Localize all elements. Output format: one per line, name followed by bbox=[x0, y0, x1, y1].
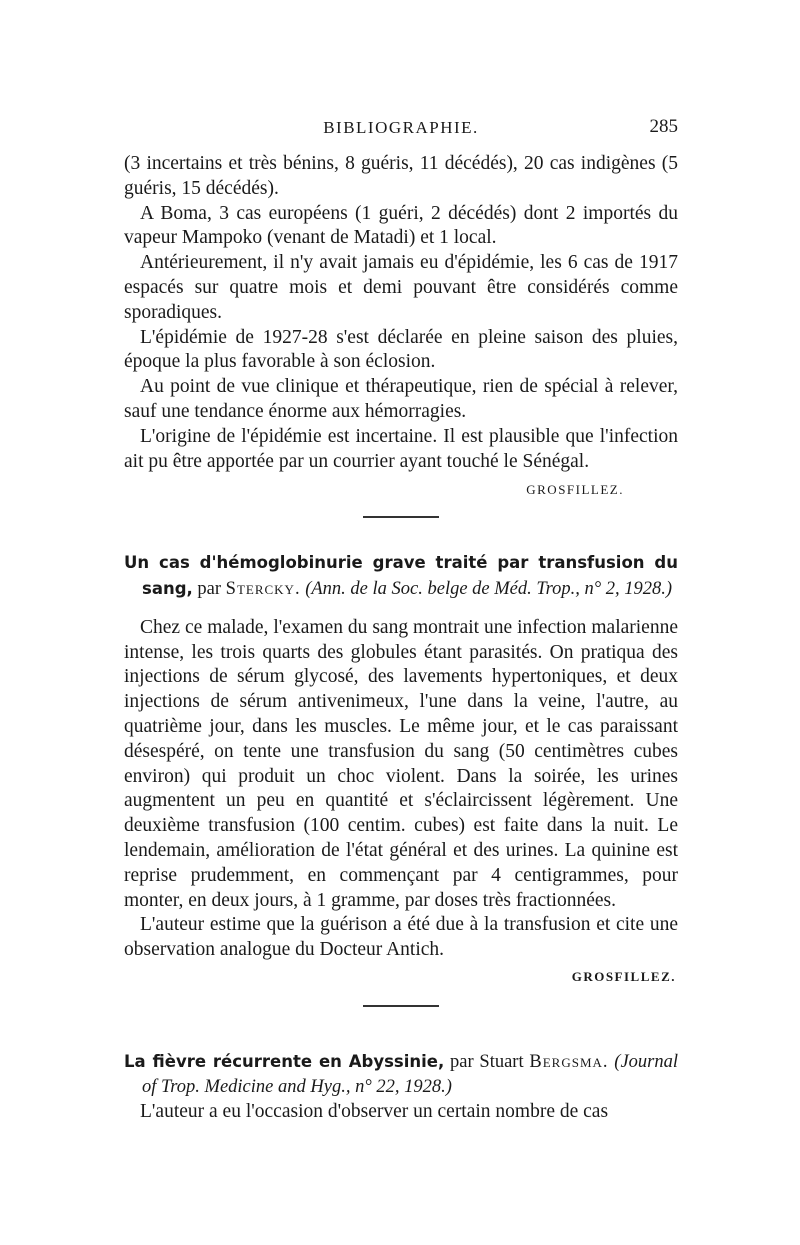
paragraph: Antérieurement, il n'y avait jamais eu d'épidémie, les 6 cas de 1917 espacés sur quatre mois et demi pouvant être considérés comme sporadiques. bbox=[124, 252, 678, 323]
separator-rule bbox=[363, 516, 439, 518]
paragraph: A Boma, 3 cas européens (1 guéri, 2 décédés) dont 2 importés du vapeur Mampoko (venant de Matadi) et 1 local. bbox=[124, 202, 678, 249]
article-author: Bergsma. bbox=[529, 1051, 609, 1072]
paragraph: L'origine de l'épidémie est incertaine. Il est plausible que l'infection ait pu être apportée par un courrier ayant touché le Sénégal. bbox=[124, 425, 678, 472]
article-title bbox=[124, 550, 678, 602]
article-source: (Ann. de la Soc. belge de Méd. Trop., n° 2, 1928.) bbox=[305, 578, 673, 599]
paragraph: Chez ce malade, l'examen du sang montrait une infection malarienne intense, les trois quarts des globules étant parasités. On pratiqua des injections de sérum glycosé, des lavements hypertoniques, et deux injections de sérum antivenimeux, l'une dans la veine, l'autre, au quatrième jour, dans les muscles. Le même jour, et le cas paraissant désespéré, on tente une transfusion du sang (50 centimètres cubes environ) qui produit un choc violent. Dans la soirée, les urines augmentent un peu en quantité et s'éclaircissent légèrement. Une deuxième transfusion (100 centim. cubes) est faite dans la nuit. Le lendemain, amélioration de l'état général et des urines. La quinine est reprise prudemment, en commençant par 4 centigrammes, pour monter, en deux jours, à 1 gramme, par doses très fractionnées. bbox=[124, 616, 678, 911]
section-epidemie bbox=[124, 152, 678, 498]
article-par: par Stuart bbox=[450, 1051, 524, 1072]
paragraph: L'épidémie de 1927-28 s'est déclarée en pleine saison des pluies, époque la plus favorable à son éclosion. bbox=[124, 326, 678, 373]
running-head bbox=[124, 112, 678, 146]
book-page bbox=[124, 112, 678, 1124]
article-title-text: Un cas d'hémoglobinurie grave traité par transfusion du sang, bbox=[124, 552, 678, 598]
paragraph: L'auteur a eu l'occasion d'observer un certain nombre de cas bbox=[140, 1100, 609, 1122]
signature: GROSFILLEZ. bbox=[571, 969, 676, 985]
article-title-text: La fièvre récurrente en Abyssinie, bbox=[124, 1051, 445, 1071]
paragraph: L'auteur estime que la guérison a été due à la transfusion et cite une observation analogue du Docteur Antich. bbox=[124, 914, 678, 961]
article-source: (Journal of Trop. Medicine and Hyg., n° 22, 1928.) bbox=[142, 1051, 679, 1097]
running-title: BIBLIOGRAPHIE. bbox=[323, 118, 479, 137]
section-fievre-recurrente bbox=[124, 1049, 678, 1125]
article-par: par bbox=[197, 578, 222, 599]
page-number: 285 bbox=[649, 116, 678, 137]
signature: GROSFILLEZ. bbox=[526, 482, 624, 498]
article-author: Stercky. bbox=[225, 578, 301, 599]
separator-rule bbox=[363, 1005, 439, 1007]
paragraph: Au point de vue clinique et thérapeutique, rien de spécial à relever, sauf une tendance énorme aux hémorragies. bbox=[124, 376, 678, 422]
section-hemoglobinurie bbox=[124, 550, 678, 985]
paragraph: (3 incertains et très bénins, 8 guéris, 11 décédés), 20 cas indigènes (5 guéris, 15 décédés). bbox=[124, 153, 678, 199]
article-title bbox=[124, 1049, 678, 1100]
